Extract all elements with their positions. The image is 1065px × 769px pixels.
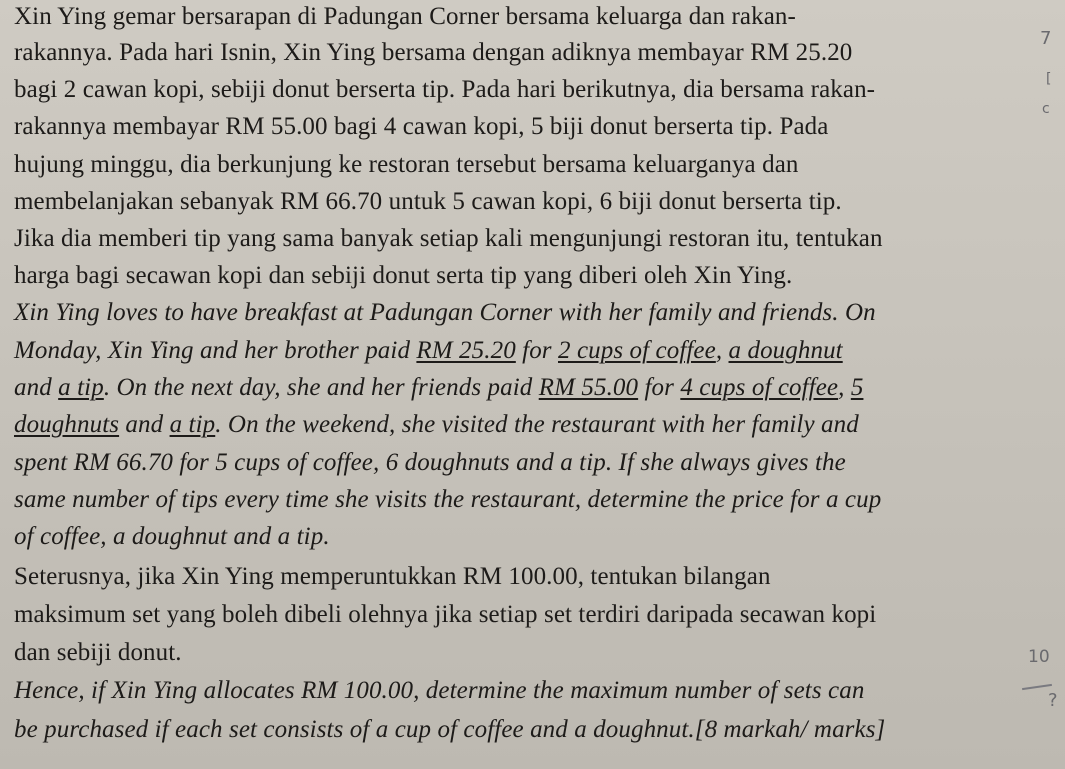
underlined-phrase: 4 cups of coffee (680, 374, 839, 401)
english-question-line-1: Xin Ying loves to have breakfast at Padungan Corner with her family and friends. On (14, 299, 876, 326)
english-question-line-3 (14, 373, 863, 403)
line-text: , (715, 337, 729, 364)
underlined-phrase: doughnuts (14, 411, 120, 438)
underlined-phrase: a doughnut (728, 337, 843, 364)
english-question-line-6: same number of tips every time she visits the restaurant, determine the price for a cup (14, 486, 882, 513)
malay-followup-line-2: maksimum set yang boleh dibeli olehnya jika setiap set terdiri daripada secawan kopi (14, 601, 877, 628)
underlined-amount: RM 55.00 (538, 374, 639, 401)
malay-followup-line-3: dan sebiji donut. (14, 639, 182, 666)
english-question-line-4 (14, 410, 859, 440)
margin-note-mark: [ (1046, 71, 1052, 87)
underlined-phrase: a tip (169, 411, 216, 438)
line-text: be purchased if each set consists of a cup of coffee and a doughnut. (14, 716, 695, 743)
marks-label: [8 markah/ marks] (694, 716, 886, 743)
malay-question-line-2: rakannya. Pada hari Isnin, Xin Ying bersama dengan adiknya membayar RM 25.20 (14, 39, 853, 66)
margin-note-mark: c (1042, 101, 1050, 117)
malay-question-line-5: hujung minggu, dia berkunjung ke restoran tersebut bersama keluarganya dan (14, 151, 799, 178)
underlined-phrase: a tip (58, 374, 104, 401)
margin-note-mark: ? (1048, 690, 1058, 711)
malay-question-line-1: Xin Ying gemar bersarapan di Padungan Corner bersama keluarga dan rakan- (14, 3, 796, 30)
margin-note-number: 10 (1028, 647, 1050, 667)
malay-question-line-8: harga bagi secawan kopi dan sebiji donut serta tip yang diberi oleh Xin Ying. (14, 262, 793, 289)
line-text: and (119, 411, 170, 438)
line-text: Monday, Xin Ying and her brother paid (14, 337, 417, 364)
margin-note-mark: 7 (1040, 28, 1052, 49)
line-text: . On the weekend, she visited the restaurant with her family and (215, 411, 859, 438)
line-text: for (515, 337, 558, 364)
english-question-line-5: spent RM 66.70 for 5 cups of coffee, 6 doughnuts and a tip. If she always gives the (14, 449, 846, 476)
english-followup-line-2 (14, 715, 885, 745)
line-text: for (638, 374, 681, 401)
english-question-line-7: of coffee, a doughnut and a tip. (14, 523, 330, 550)
english-followup-line-1: Hence, if Xin Ying allocates RM 100.00, determine the maximum number of sets can (14, 677, 865, 704)
malay-question-line-4: rakannya membayar RM 55.00 bagi 4 cawan kopi, 5 biji donut berserta tip. Pada (14, 113, 829, 140)
english-question-line-2 (14, 336, 843, 366)
underlined-phrase: 2 cups of coffee (558, 337, 716, 364)
malay-question-line-6: membelanjakan sebanyak RM 66.70 untuk 5 cawan kopi, 6 biji donut berserta tip. (14, 188, 842, 215)
malay-question-line-3: bagi 2 cawan kopi, sebiji donut berserta tip. Pada hari berikutnya, dia bersama rakan- (14, 76, 876, 103)
line-text: , (838, 374, 851, 401)
malay-question-line-7: Jika dia memberi tip yang sama banyak setiap kali mengunjungi restoran itu, tentukan (14, 225, 883, 252)
malay-followup-line-1: Seterusnya, jika Xin Ying memperuntukkan RM 100.00, tentukan bilangan (14, 563, 771, 590)
underlined-amount: RM 25.20 (416, 337, 516, 364)
line-text: and (14, 374, 59, 401)
line-text: . On the next day, she and her friends paid (103, 374, 539, 401)
underlined-phrase: 5 (850, 374, 864, 401)
